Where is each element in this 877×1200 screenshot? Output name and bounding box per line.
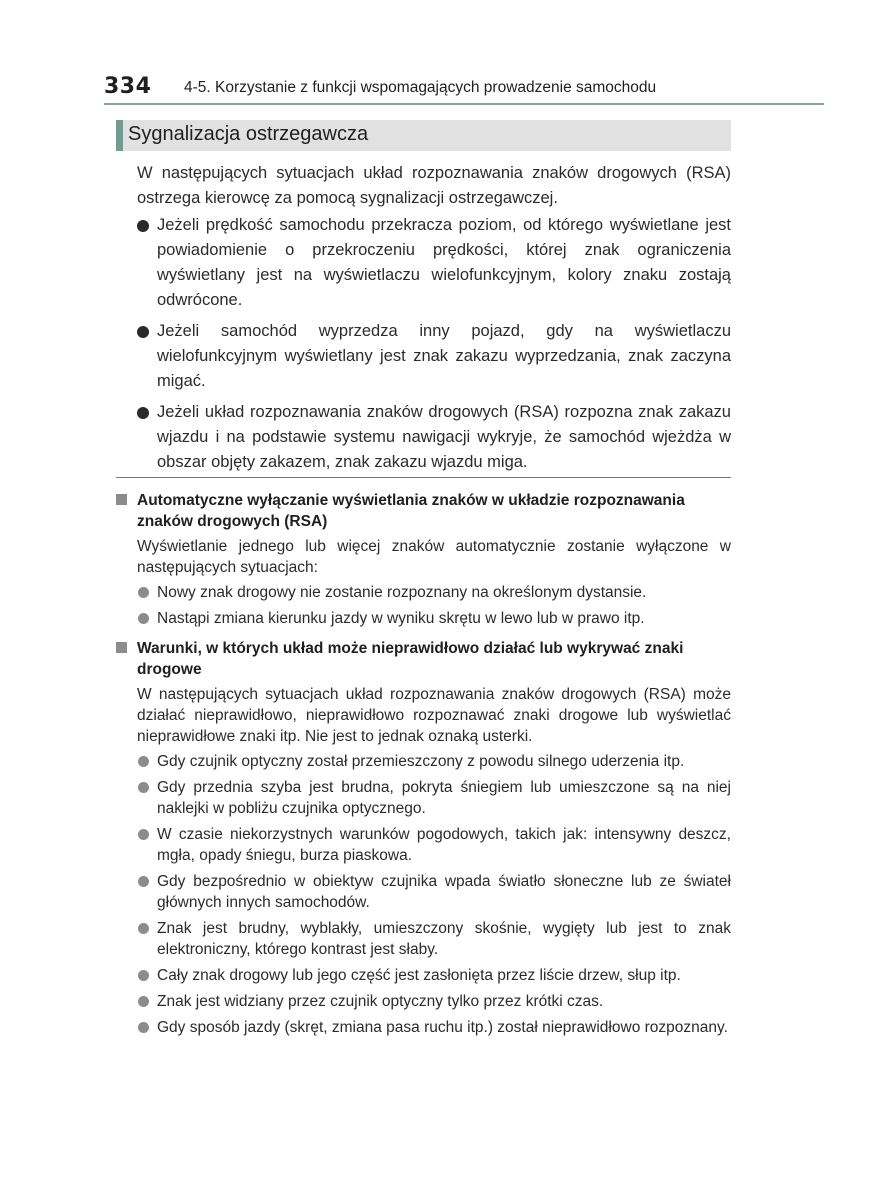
- bullet-icon: [137, 326, 149, 338]
- bullet-icon: [138, 923, 149, 934]
- bullet-icon: [138, 996, 149, 1007]
- list-item: [137, 213, 731, 313]
- list-item-text: Nastąpi zmiana kierunku jazdy w wyniku skrętu w lewo lub w prawo itp.: [157, 610, 645, 627]
- section-title: Sygnalizacja ostrzegawcza: [128, 123, 369, 145]
- subsection-conditions: [116, 638, 731, 1043]
- bullet-icon: [138, 587, 149, 598]
- header-rule: [104, 103, 824, 105]
- subsection-list: [137, 582, 731, 629]
- bullet-icon: [137, 220, 149, 232]
- list-item: [137, 400, 731, 475]
- list-item-text: W czasie niekorzystnych warunków pogodowych, takich jak: intensywny deszcz, mgła, opady śniegu, burza piaskowa.: [157, 826, 731, 864]
- bullet-icon: [138, 970, 149, 981]
- list-item: [137, 608, 731, 629]
- list-item-text: Gdy bezpośrednio w obiektyw czujnika wpada światło słoneczne lub ze świateł głównych innych samochodów.: [157, 873, 731, 911]
- list-item-text: Znak jest brudny, wyblakły, umieszczony skośnie, wygięty lub jest to znak elektroniczny, którego kontrast jest słaby.: [157, 920, 731, 958]
- list-item-text: Jeżeli prędkość samochodu przekracza poziom, od którego wyświetlane jest powiadomienie o przekroczeniu prędkości, której znak ograniczenia wyświetlany jest na wyświetlaczu wielofunkcyjnym, kolory znaku zostają odwrócone.: [157, 216, 731, 309]
- list-item-text: Jeżeli samochód wyprzedza inny pojazd, gdy na wyświetlaczu wielofunkcyjnym wyświetlany jest znak zakazu wyprzedzania, znak zaczyna migać.: [157, 322, 731, 390]
- list-item-text: Gdy przednia szyba jest brudna, pokryta śniegiem lub umieszczone są na niej naklejki w pobliżu czujnika optycznego.: [157, 779, 731, 817]
- list-item: [137, 1017, 731, 1038]
- list-item: [137, 918, 731, 960]
- section-divider: [116, 477, 731, 478]
- subsection-heading: Warunki, w których układ może nieprawidłowo działać lub wykrywać znaki drogowe: [137, 640, 684, 678]
- square-bullet-icon: [116, 494, 127, 505]
- bullet-icon: [138, 876, 149, 887]
- list-item: [137, 991, 731, 1012]
- list-item-text: Jeżeli układ rozpoznawania znaków drogowych (RSA) rozpozna znak zakazu wjazdu i na podstawie systemu nawigacji wykryje, że samochód wjeżdża w obszar objęty zakazem, znak zakazu wjazdu miga.: [157, 403, 731, 471]
- list-item: [137, 319, 731, 394]
- subsection-text: Wyświetlanie jednego lub więcej znaków automatycznie zostanie wyłączone w następujących sytuacjach:: [137, 538, 731, 576]
- section-accent: [116, 120, 123, 151]
- list-item: [137, 871, 731, 913]
- bullet-icon: [137, 407, 149, 419]
- list-item-text: Nowy znak drogowy nie zostanie rozpoznany na określonym dystansie.: [157, 584, 647, 601]
- list-item: [137, 582, 731, 603]
- page-number: 334: [104, 74, 152, 99]
- list-item: [137, 965, 731, 986]
- subsection-list: [137, 751, 731, 1038]
- list-item-text: Gdy sposób jazdy (skręt, zmiana pasa ruchu itp.) został nieprawidłowo rozpoznany.: [157, 1019, 728, 1036]
- list-item: [137, 824, 731, 866]
- section-intro: W następujących sytuacjach układ rozpoznawania znaków drogowych (RSA) ostrzega kierowcę za pomocą sygnalizacji ostrzegawczej.: [137, 164, 731, 207]
- section-body: [137, 161, 731, 475]
- list-item: [137, 751, 731, 772]
- section-title-bar: [116, 120, 731, 151]
- bullet-icon: [138, 1022, 149, 1033]
- subsection-text: W następujących sytuacjach układ rozpoznawania znaków drogowych (RSA) może działać nieprawidłowo, nieprawidłowo rozpoznawać znaki drogowe lub wyświetlać nieprawidłowe znaki itp. Nie jest to jednak oznaką usterki.: [137, 686, 731, 745]
- list-item: [137, 777, 731, 819]
- bullet-icon: [138, 782, 149, 793]
- list-item-text: Cały znak drogowy lub jego część jest zasłonięta przez liście drzew, słup itp.: [157, 967, 681, 984]
- bullet-icon: [138, 613, 149, 624]
- chapter-title: 4-5. Korzystanie z funkcji wspomagających prowadzenie samochodu: [184, 79, 657, 96]
- page-header: [104, 74, 824, 104]
- subsection-heading: Automatyczne wyłączanie wyświetlania znaków w układzie rozpoznawania znaków drogowych (RSA): [137, 492, 685, 530]
- square-bullet-icon: [116, 642, 127, 653]
- list-item-text: Znak jest widziany przez czujnik optyczny tylko przez krótki czas.: [157, 993, 604, 1010]
- list-item-text: Gdy czujnik optyczny został przemieszczony z powodu silnego uderzenia itp.: [157, 753, 685, 770]
- bullet-icon: [138, 756, 149, 767]
- warning-list: [137, 213, 731, 475]
- subsection-auto-off: [116, 490, 731, 634]
- bullet-icon: [138, 829, 149, 840]
